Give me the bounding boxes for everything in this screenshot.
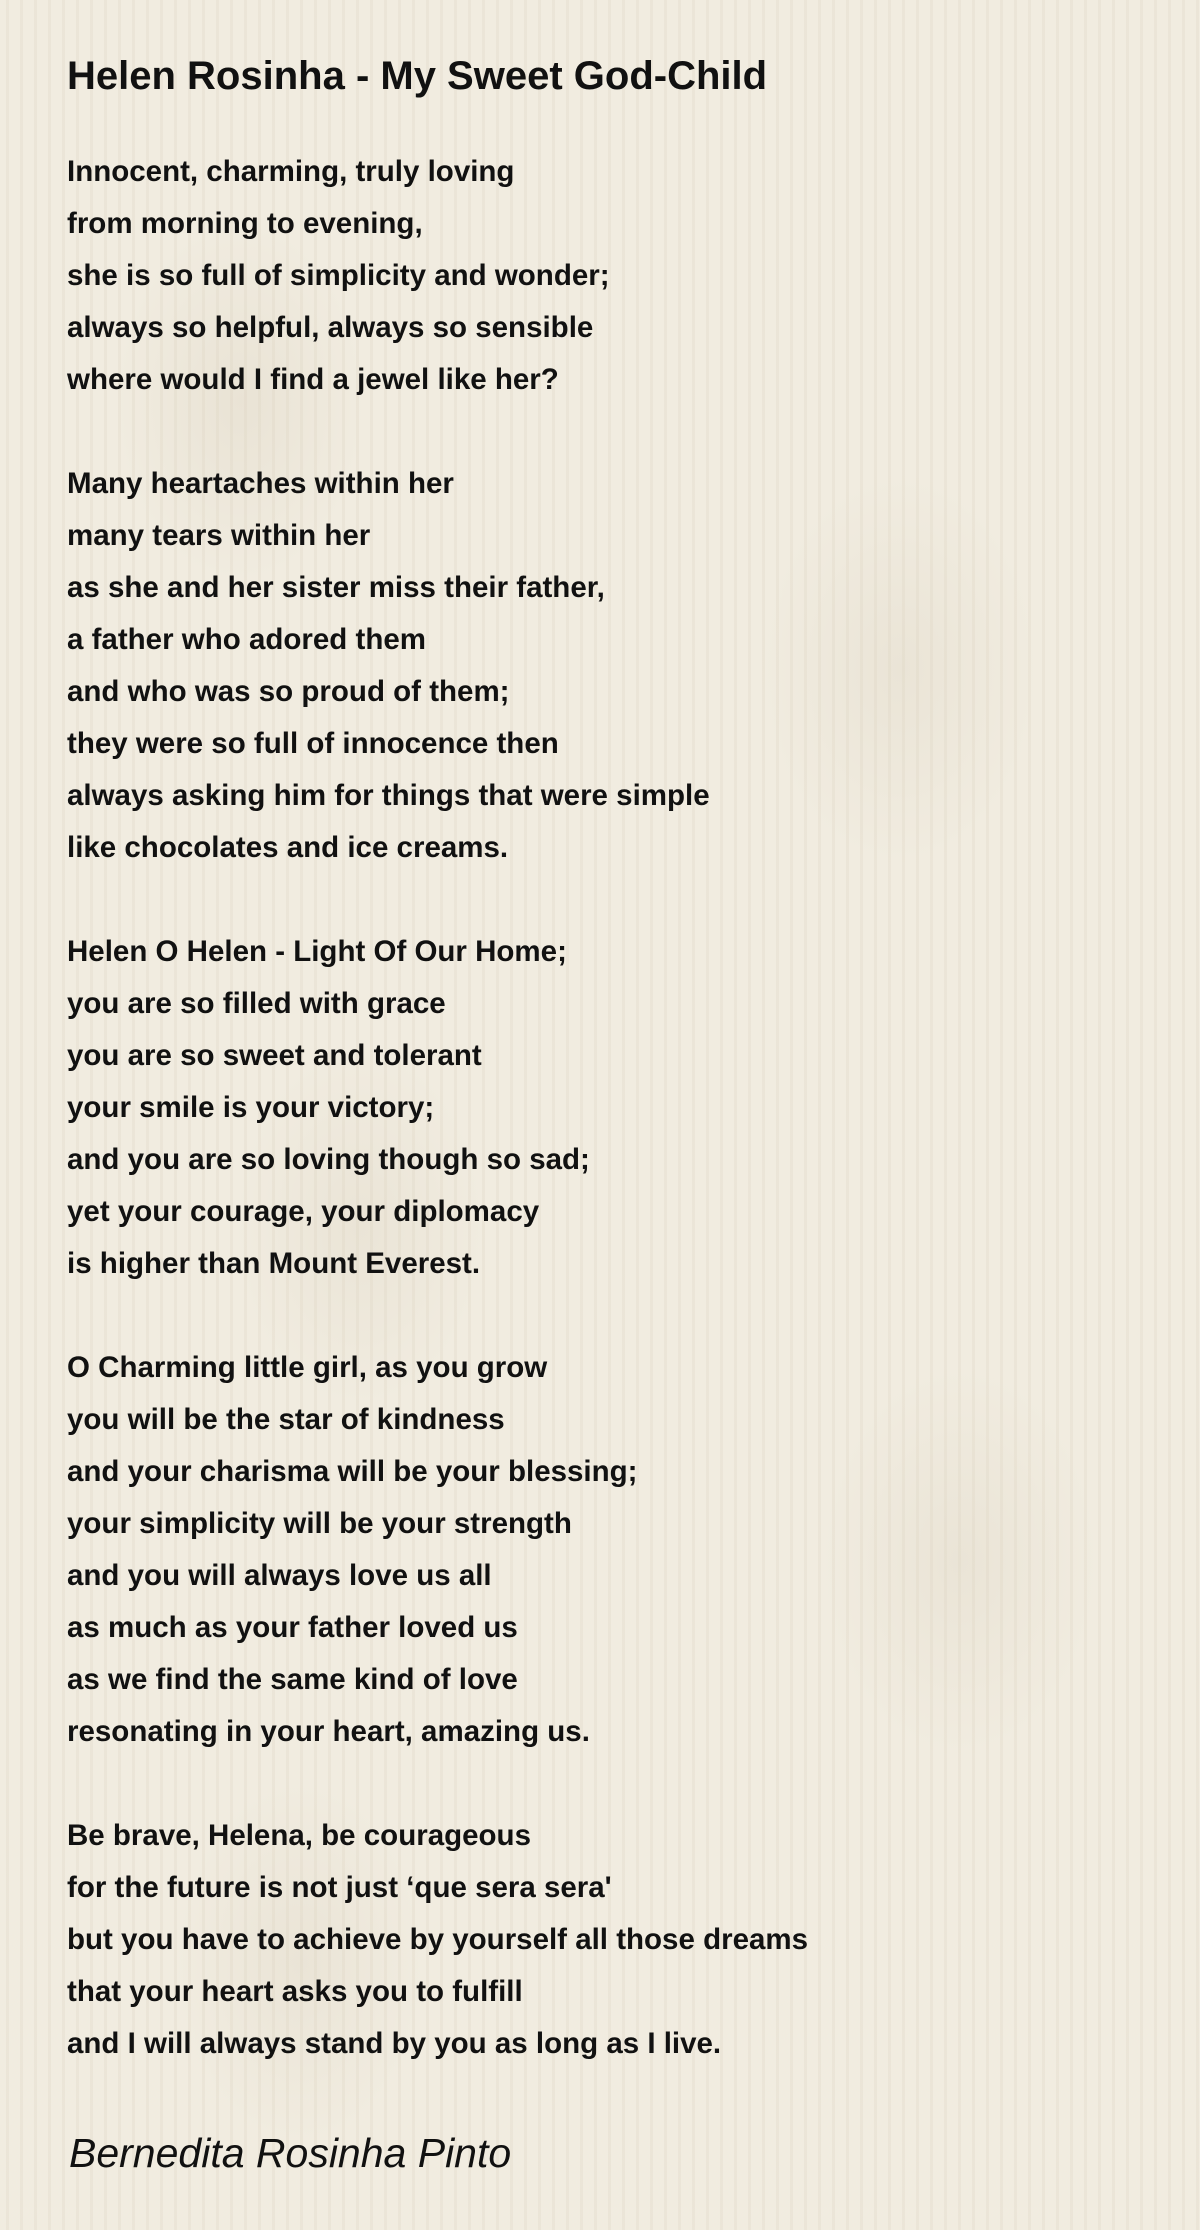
poem-line: Innocent, charming, truly loving — [67, 155, 515, 188]
poem-line: Many heartaches within her — [67, 467, 454, 500]
poem-line: your smile is your victory; — [67, 1091, 435, 1124]
stanza-4 — [67, 1342, 1147, 1758]
poem-line: she is so full of simplicity and wonder; — [67, 259, 610, 292]
poem-line: many tears within her — [67, 519, 371, 552]
poem-line: and I will always stand by you as long as I live. — [67, 2027, 722, 2060]
poem-line: like chocolates and ice creams. — [67, 831, 509, 864]
stanza-1 — [67, 146, 1147, 406]
poem-line: Helen O Helen - Light Of Our Home; — [67, 935, 567, 968]
poem-line: O Charming little girl, as you grow — [67, 1351, 548, 1384]
poem-line: you are so sweet and tolerant — [67, 1039, 482, 1072]
poem-line: they were so full of innocence then — [67, 727, 559, 760]
poem-line: always asking him for things that were simple — [67, 779, 710, 812]
poem-line: you are so filled with grace — [67, 987, 446, 1020]
poem-line: and you are so loving though so sad; — [67, 1143, 590, 1176]
poem-line: as she and her sister miss their father, — [67, 571, 605, 604]
poem-line: your simplicity will be your strength — [67, 1507, 572, 1540]
poem-line: for the future is not just ‘que sera sera' — [67, 1871, 612, 1904]
poem-line: you will be the star of kindness — [67, 1403, 505, 1436]
poem-container — [67, 48, 1147, 2122]
poem-line: and your charisma will be your blessing; — [67, 1455, 638, 1488]
stanza-3 — [67, 926, 1147, 1290]
poem-line: Be brave, Helena, be courageous — [67, 1819, 531, 1852]
stanza-5 — [67, 1810, 1147, 2070]
poem-line: that your heart asks you to fulfill — [67, 1975, 523, 2008]
poem-line: resonating in your heart, amazing us. — [67, 1715, 590, 1748]
poem-title: Helen Rosinha - My Sweet God-Child — [67, 54, 768, 98]
poem-line: yet your courage, your diplomacy — [67, 1195, 540, 1228]
poem-author: Bernedita Rosinha Pinto — [69, 2130, 512, 2176]
poem-line: from morning to evening, — [67, 207, 423, 240]
poem-line: but you have to achieve by yourself all those dreams — [67, 1923, 809, 1956]
poem-line: is higher than Mount Everest. — [67, 1247, 481, 1280]
poem-line: where would I find a jewel like her? — [67, 363, 559, 396]
poem-line: always so helpful, always so sensible — [67, 311, 594, 344]
poem-line: and who was so proud of them; — [67, 675, 510, 708]
poem-line: a father who adored them — [67, 623, 426, 656]
stanza-2 — [67, 458, 1147, 874]
poem-line: as much as your father loved us — [67, 1611, 518, 1644]
poem-line: as we find the same kind of love — [67, 1663, 518, 1696]
poem-line: and you will always love us all — [67, 1559, 492, 1592]
